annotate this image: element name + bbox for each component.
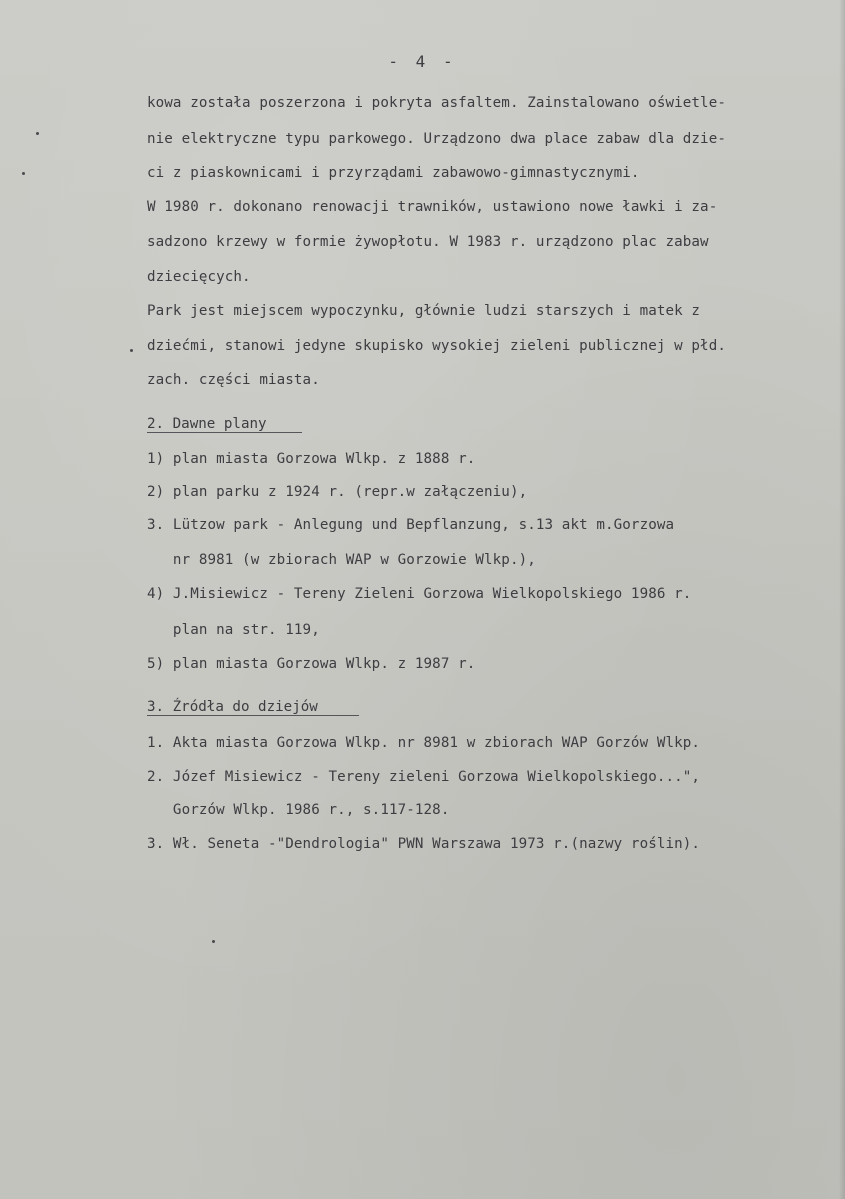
paper-speck [130,349,133,352]
list-item-continuation: nr 8981 (w zbiorach WAP w Gorzowie Wlkp.), [147,552,536,568]
paper-speck [212,940,215,943]
page-edge-shadow [839,0,845,1199]
list-item-continuation: plan na str. 119, [147,622,320,638]
list-item: 5) plan miasta Gorzowa Wlkp. z 1987 r. [147,656,476,672]
section-heading-sources: 3. Źródła do dziejów [147,699,318,715]
page-number: - 4 - [388,52,457,71]
section-heading-old-plans: 2. Dawne plany [147,416,267,432]
text-line: dziećmi, stanowi jedyne skupisko wysokiej zieleni publicznej w płd. [147,338,726,354]
paper-speck [36,132,39,135]
list-item: 2) plan parku z 1924 r. (repr.w załączeniu), [147,484,528,500]
list-item: 1. Akta miasta Gorzowa Wlkp. nr 8981 w zbiorach WAP Gorzów Wlkp. [147,735,701,751]
text-line: sadzono krzewy w formie żywopłotu. W 1983 r. urządzono plac zabaw [147,234,709,250]
text-line: dziecięcych. [147,269,251,285]
list-item: 4) J.Misiewicz - Tereny Zieleni Gorzowa Wielkopolskiego 1986 r. [147,586,692,602]
list-item-continuation: Gorzów Wlkp. 1986 r., s.117-128. [147,802,450,818]
heading-underline [147,715,359,716]
text-line: kowa została poszerzona i pokryta asfaltem. Zainstalowano oświetle- [147,95,726,111]
list-item: 1) plan miasta Gorzowa Wlkp. z 1888 r. [147,451,476,467]
text-line: Park jest miejscem wypoczynku, głównie ludzi starszych i matek z [147,303,701,319]
heading-underline [147,432,302,433]
list-item: 3. Lützow park - Anlegung und Bepflanzung, s.13 akt m.Gorzowa [147,517,675,533]
text-line: zach. części miasta. [147,372,320,388]
text-line: W 1980 r. dokonano renowacji trawników, ustawiono nowe ławki i za- [147,199,718,215]
paper-speck [22,172,25,175]
text-line: nie elektryczne typu parkowego. Urządzono dwa place zabaw dla dzie- [147,131,726,147]
text-line: ci z piaskownicami i przyrządami zabawowo-gimnastycznymi. [147,165,640,181]
list-item: 2. Józef Misiewicz - Tereny zieleni Gorzowa Wielkopolskiego...", [147,769,701,785]
list-item: 3. Wł. Seneta -"Dendrologia" PWN Warszawa 1973 r.(nazwy roślin). [147,836,701,852]
